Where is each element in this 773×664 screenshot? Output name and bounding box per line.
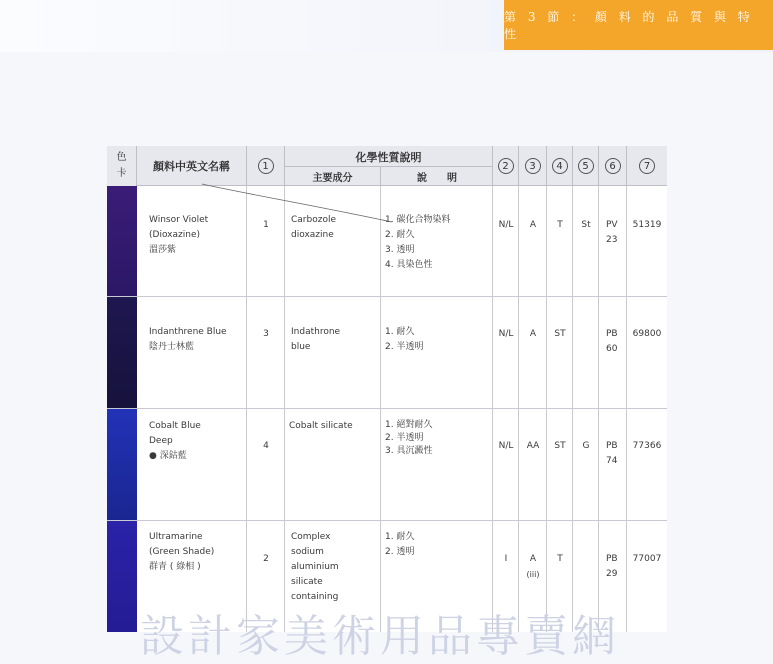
chem-desc-line: 1. 碳化合物染料 — [385, 215, 451, 225]
col-2-value: N/L — [498, 441, 514, 451]
col-5-number: 5 — [578, 158, 594, 174]
col-4-value: ST — [554, 441, 566, 451]
swatch-header-char-1: 色 — [116, 152, 127, 163]
col-2-cell — [493, 409, 519, 520]
chem-main-title: 主要成分 — [312, 173, 353, 184]
col-5-cell — [573, 409, 599, 520]
watermark-text: 設計家美術用品專賣網 — [140, 611, 620, 662]
chem-group-title: 化學性質說明 — [355, 151, 422, 164]
col-1-value: 4 — [263, 441, 269, 451]
chem-main-cell — [285, 409, 381, 520]
pigment-name-zh: 陰丹士林藍 — [149, 342, 195, 352]
pigment-name-en: Indanthrene Blue — [149, 327, 227, 337]
chapter-title: 第 3 節 ： 顏 料 的 品 質 與 特 性 — [504, 10, 754, 41]
chem-main-line: Indathrone — [291, 327, 341, 337]
col-4-cell — [547, 409, 573, 520]
pigment-name-en-2: Deep — [149, 436, 173, 446]
col-3-subvalue: (iii) — [526, 570, 540, 579]
col-7-cell — [627, 297, 667, 408]
col-6-value-num: 29 — [606, 569, 618, 579]
col-1-cell — [247, 297, 285, 408]
chem-desc-cell — [381, 297, 493, 408]
col-6-value: PB — [606, 329, 618, 339]
chem-main-line: silicate — [291, 577, 323, 587]
chem-main-line: blue — [291, 342, 311, 352]
col-1-cell — [247, 409, 285, 520]
col-3-cell — [519, 409, 547, 520]
col-1-value: 2 — [263, 554, 269, 564]
col-4-cell — [547, 297, 573, 408]
col-6-cell — [599, 409, 627, 520]
chem-desc-line: 1. 耐久 — [385, 327, 415, 337]
chem-main-line: dioxazine — [291, 230, 334, 240]
col-7-value: 51319 — [632, 220, 662, 230]
col-6-value: PB — [606, 554, 618, 564]
chem-desc-line: 1. 耐久 — [385, 532, 415, 542]
color-swatch — [107, 409, 137, 520]
col-3-value: AA — [526, 441, 540, 451]
pigment-name-en-2: (Green Shade) — [149, 547, 215, 557]
name-column-title: 顏料中英文名稱 — [153, 160, 230, 173]
pigment-name-en-2: (Dioxazine) — [149, 230, 200, 240]
col-6-value-num: 60 — [606, 344, 618, 354]
col-7-value: 77007 — [632, 554, 662, 564]
col-3-value: A — [529, 220, 537, 230]
pencil-mark — [107, 146, 667, 266]
pigment-table — [107, 146, 667, 632]
pigment-name-en: Ultramarine — [149, 532, 203, 542]
chem-desc-title: 說 明 — [417, 173, 457, 184]
chem-desc-line: 3. 具沉澱性 — [385, 446, 433, 456]
col-3-value: A — [529, 554, 537, 564]
chem-desc-line: 2. 半透明 — [385, 433, 424, 443]
col-2-value: I — [504, 554, 508, 564]
col-2-value: N/L — [498, 220, 514, 230]
col-2-value: N/L — [498, 329, 514, 339]
chem-main-line: Carbozole — [291, 215, 336, 225]
col-6-value: PV — [606, 220, 618, 230]
table-row — [107, 297, 667, 409]
chem-desc-line: 3. 透明 — [385, 245, 415, 255]
col-6-value-num: 74 — [606, 456, 618, 466]
chem-main-line: sodium — [291, 547, 324, 557]
col-5-cell — [573, 297, 599, 408]
chem-main-line: containing — [291, 592, 339, 602]
col-5-value: St — [581, 220, 591, 230]
col-1-value: 3 — [263, 329, 269, 339]
col-6-cell — [599, 297, 627, 408]
pigment-name-zh: 溫莎紫 — [149, 245, 177, 255]
chapter-banner — [504, 0, 773, 50]
col-3-cell — [519, 297, 547, 408]
swatch-header-char-2: 卡 — [116, 168, 127, 179]
pigment-name-en: Winsor Violet — [149, 215, 209, 225]
chem-main-line: Complex — [291, 532, 331, 542]
chem-main-line: Cobalt silicate — [289, 421, 353, 431]
chem-main-line: aluminium — [291, 562, 339, 572]
col-2-cell — [493, 297, 519, 408]
col-4-value: T — [557, 554, 563, 564]
col-7-cell — [627, 409, 667, 520]
col-6-number: 6 — [605, 158, 621, 174]
pigment-name-en: Cobalt Blue — [149, 421, 201, 431]
col-2-number: 2 — [498, 158, 514, 174]
col-7-value: 77366 — [632, 441, 662, 451]
chem-desc-line: 2. 半透明 — [385, 342, 424, 352]
pigment-name-cell — [137, 297, 247, 408]
col-7-value: 69800 — [632, 329, 662, 339]
col-7-number: 7 — [639, 158, 655, 174]
chem-desc-line: 1. 絕對耐久 — [385, 420, 433, 430]
col-4-value: T — [557, 220, 563, 230]
chem-desc-line: 4. 具染色性 — [385, 260, 433, 270]
col-4-value: ST — [554, 329, 566, 339]
col-3-value: A — [529, 329, 537, 339]
col-1-value: 1 — [263, 220, 269, 230]
col-6-value-num: 23 — [606, 235, 618, 245]
chem-desc-cell — [381, 409, 493, 520]
chem-main-cell — [285, 297, 381, 408]
col-5-value: G — [582, 441, 590, 451]
pigment-name-zh: 群青 ( 綠相 ) — [149, 562, 201, 572]
pigment-name-cell — [137, 409, 247, 520]
color-swatch — [107, 297, 137, 408]
chem-desc-line: 2. 耐久 — [385, 230, 415, 240]
col-4-number: 4 — [552, 158, 568, 174]
table-row — [107, 409, 667, 521]
col-3-number: 3 — [525, 158, 541, 174]
col-1-number: 1 — [258, 158, 274, 174]
col-6-value: PB — [606, 441, 618, 451]
color-swatch — [107, 521, 137, 632]
pigment-name-zh: ● 深鈷藍 — [149, 451, 187, 461]
chem-desc-line: 2. 透明 — [385, 547, 415, 557]
